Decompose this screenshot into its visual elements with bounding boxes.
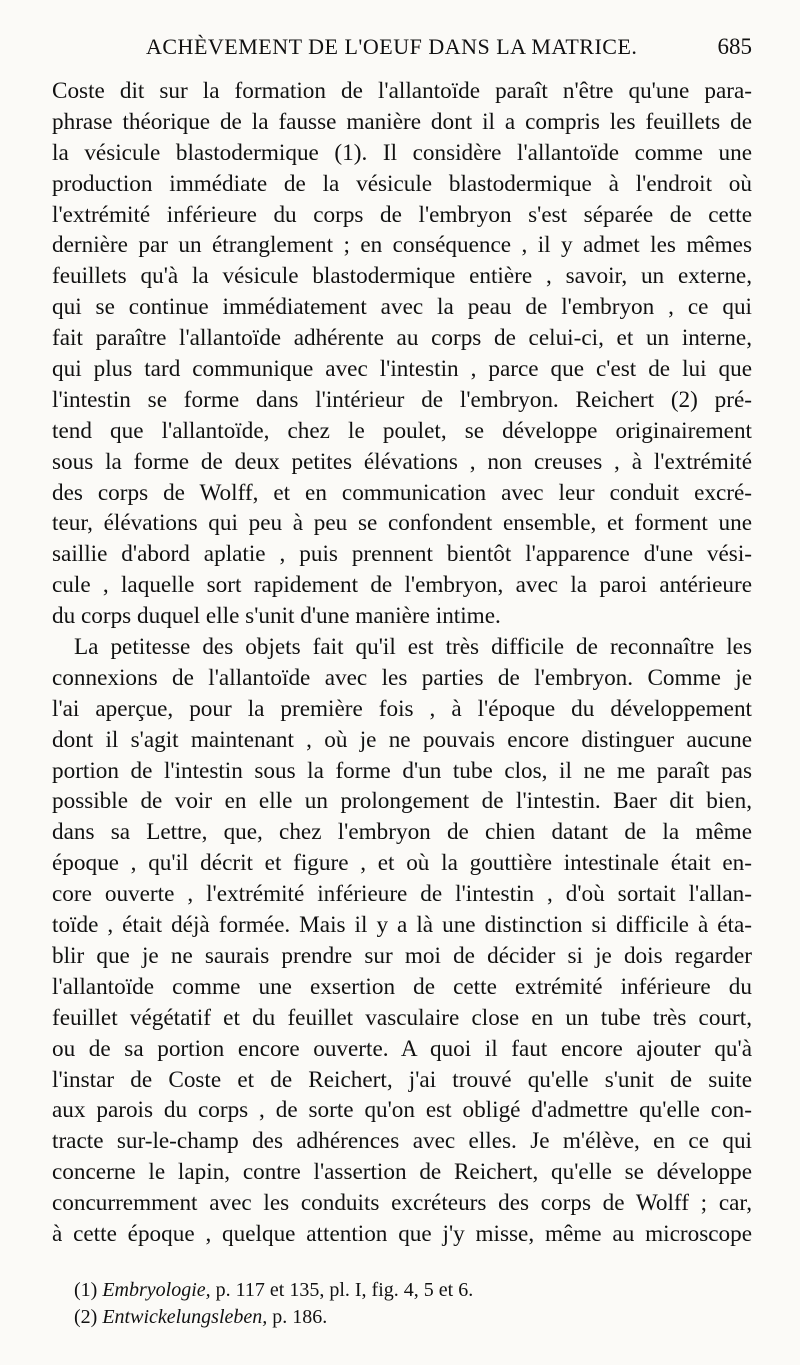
text-line: concurremment avec les conduits excréteurs des corps de Wolff ; car, [52, 1190, 752, 1217]
chapter-running-title: ACHÈVEMENT DE L'OEUF DANS LA MATRICE. [146, 34, 638, 59]
text-line: qui plus tard communique avec l'intestin , parce que c'est de lui que [52, 356, 752, 383]
text-line: connexions de l'allantoïde avec les parties de l'embryon. Comme je [52, 664, 752, 691]
text-line: l'intestin se forme dans l'intérieur de l'embryon. Reichert (2) pré- [52, 386, 752, 413]
text-line: Coste dit sur la formation de l'allantoïde paraît n'être qu'une para- [52, 78, 752, 104]
text-line: l'instar de Coste et de Reichert, j'ai trouvé qu'elle s'unit de suite [52, 1066, 752, 1093]
text-line: l'allantoïde comme une exsertion de cette extrémité inférieure du [52, 973, 752, 1000]
footnote-source-title: Entwickelungsleben, [102, 1306, 268, 1328]
text-line: tracte sur-le-champ des adhérences avec elles. Je m'élève, en ce qui [52, 1128, 752, 1155]
text-line: teur, élévations qui peu à peu se confondent ensemble, et forment une [52, 510, 752, 537]
text-line: portion de l'intestin sous la forme d'un tube clos, il ne me paraît pas [52, 757, 752, 784]
text-line: feuillet végétatif et du feuillet vasculaire close en un tube très court, [52, 1004, 752, 1031]
text-line: des corps de Wolff, et en communication avec leur conduit excré- [52, 479, 752, 506]
footnote-source-title: Embryologie, [102, 1279, 211, 1301]
text-line: production immédiate de la vésicule blastodermique à l'endroit où [52, 170, 752, 197]
text-line: à cette époque , quelque attention que j'y misse, même au microscope [52, 1220, 752, 1247]
text-line: blir que je ne saurais prendre sur moi de décider si je dois regarder [52, 942, 752, 969]
text-line: dont il s'agit maintenant , où je ne pouvais encore distinguer aucune [52, 726, 752, 753]
text-line: feuillets qu'à la vésicule blastodermique entière , savoir, un externe, [52, 263, 752, 290]
text-line: toïde , était déjà formée. Mais il y a là une distinction si difficile à éta- [52, 912, 752, 939]
body-text [52, 76, 752, 1250]
text-line: ou de sa portion encore ouverte. A quoi il faut encore ajouter qu'à [52, 1035, 752, 1062]
page-number: 685 [717, 34, 752, 59]
text-line: qui se continue immédiatement avec la peau de l'embryon , ce qui [52, 294, 752, 321]
text-line-paragraph-end: du corps duquel elle s'unit d'une manière intime. [52, 603, 501, 630]
text-line: possible de voir en elle un prolongement de l'intestin. Baer dit bien, [52, 788, 752, 815]
footnote-details: p. 117 et 135, pl. I, fig. 4, 5 et 6. [215, 1279, 474, 1301]
footnotes [74, 1277, 734, 1331]
running-header [52, 34, 752, 62]
footnote-1 [74, 1277, 734, 1304]
text-line: cule , laquelle sort rapidement de l'embryon, avec la paroi antérieure [52, 572, 752, 599]
text-line: époque , qu'il décrit et figure , et où la gouttière intestinale était en- [52, 850, 752, 877]
footnote-marker: (1) [74, 1279, 98, 1301]
text-line-paragraph-start: La petitesse des objets fait qu'il est très difficile de reconnaître les [74, 634, 752, 661]
text-line: aux parois du corps , de sorte qu'on est obligé d'admettre qu'elle con- [52, 1097, 752, 1124]
text-line: core ouverte , l'extrémité inférieure de l'intestin , d'où sortait l'allan- [52, 881, 752, 908]
text-line: l'ai aperçue, pour la première fois , à l'époque du développement [52, 695, 752, 722]
footnote-2 [74, 1304, 734, 1331]
text-line: phrase théorique de la fausse manière dont il a compris les feuillets de [52, 108, 752, 135]
text-line: dans sa Lettre, que, chez l'embryon de chien datant de la même [52, 819, 752, 846]
text-line: la vésicule blastodermique (1). Il considère l'allantoïde comme une [52, 139, 752, 166]
text-line: l'extrémité inférieure du corps de l'embryon s'est séparée de cette [52, 201, 752, 228]
text-line: saillie d'abord aplatie , puis prennent bientôt l'apparence d'une vési- [52, 541, 752, 568]
footnote-details: p. 186. [272, 1306, 328, 1328]
footnote-marker: (2) [74, 1306, 98, 1328]
text-line: fait paraître l'allantoïde adhérente au corps de celui-ci, et un interne, [52, 325, 752, 352]
text-line: concerne le lapin, contre l'assertion de Reichert, qu'elle se développe [52, 1159, 752, 1186]
text-line: sous la forme de deux petites élévations , non creuses , à l'extrémité [52, 448, 752, 475]
text-line: dernière par un étranglement ; en conséquence , il y admet les mêmes [52, 232, 752, 259]
text-line: tend que l'allantoïde, chez le poulet, se développe originairement [52, 417, 752, 444]
